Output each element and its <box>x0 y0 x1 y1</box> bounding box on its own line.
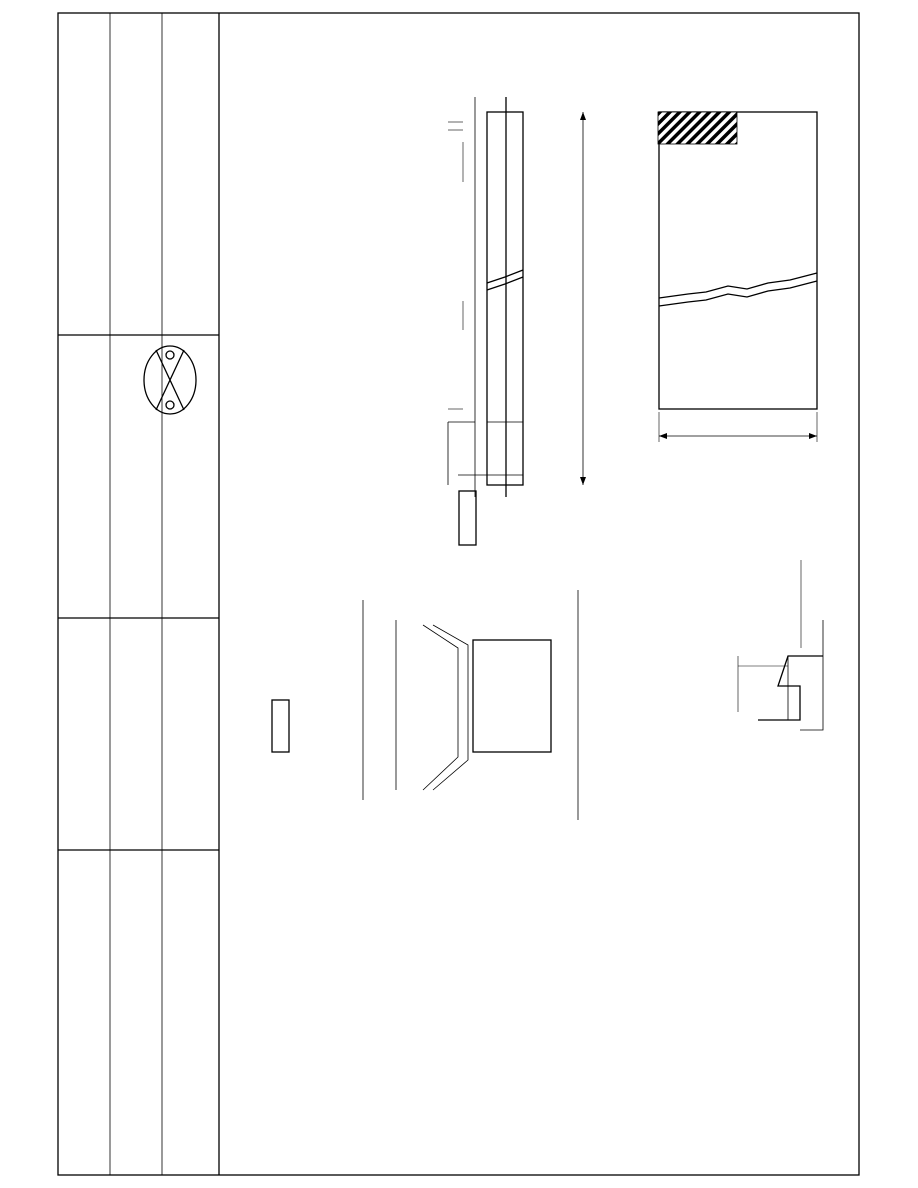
side-body <box>487 112 523 485</box>
logo-mark <box>144 346 196 414</box>
datum-c-box <box>459 491 476 545</box>
break-line-2 <box>659 281 817 306</box>
index-area-hatch <box>658 112 737 144</box>
end-lead-detail <box>738 560 823 730</box>
lead-outline <box>758 656 823 720</box>
package-body <box>659 112 817 409</box>
top-view <box>658 112 817 442</box>
break-line-1 <box>659 273 817 298</box>
notes-datum-box <box>272 700 289 752</box>
side-view <box>448 97 586 545</box>
end-view-body <box>473 640 551 752</box>
notes <box>272 700 289 752</box>
sheet-border <box>58 13 859 1175</box>
title-block <box>58 13 219 1175</box>
end-view <box>363 590 578 820</box>
